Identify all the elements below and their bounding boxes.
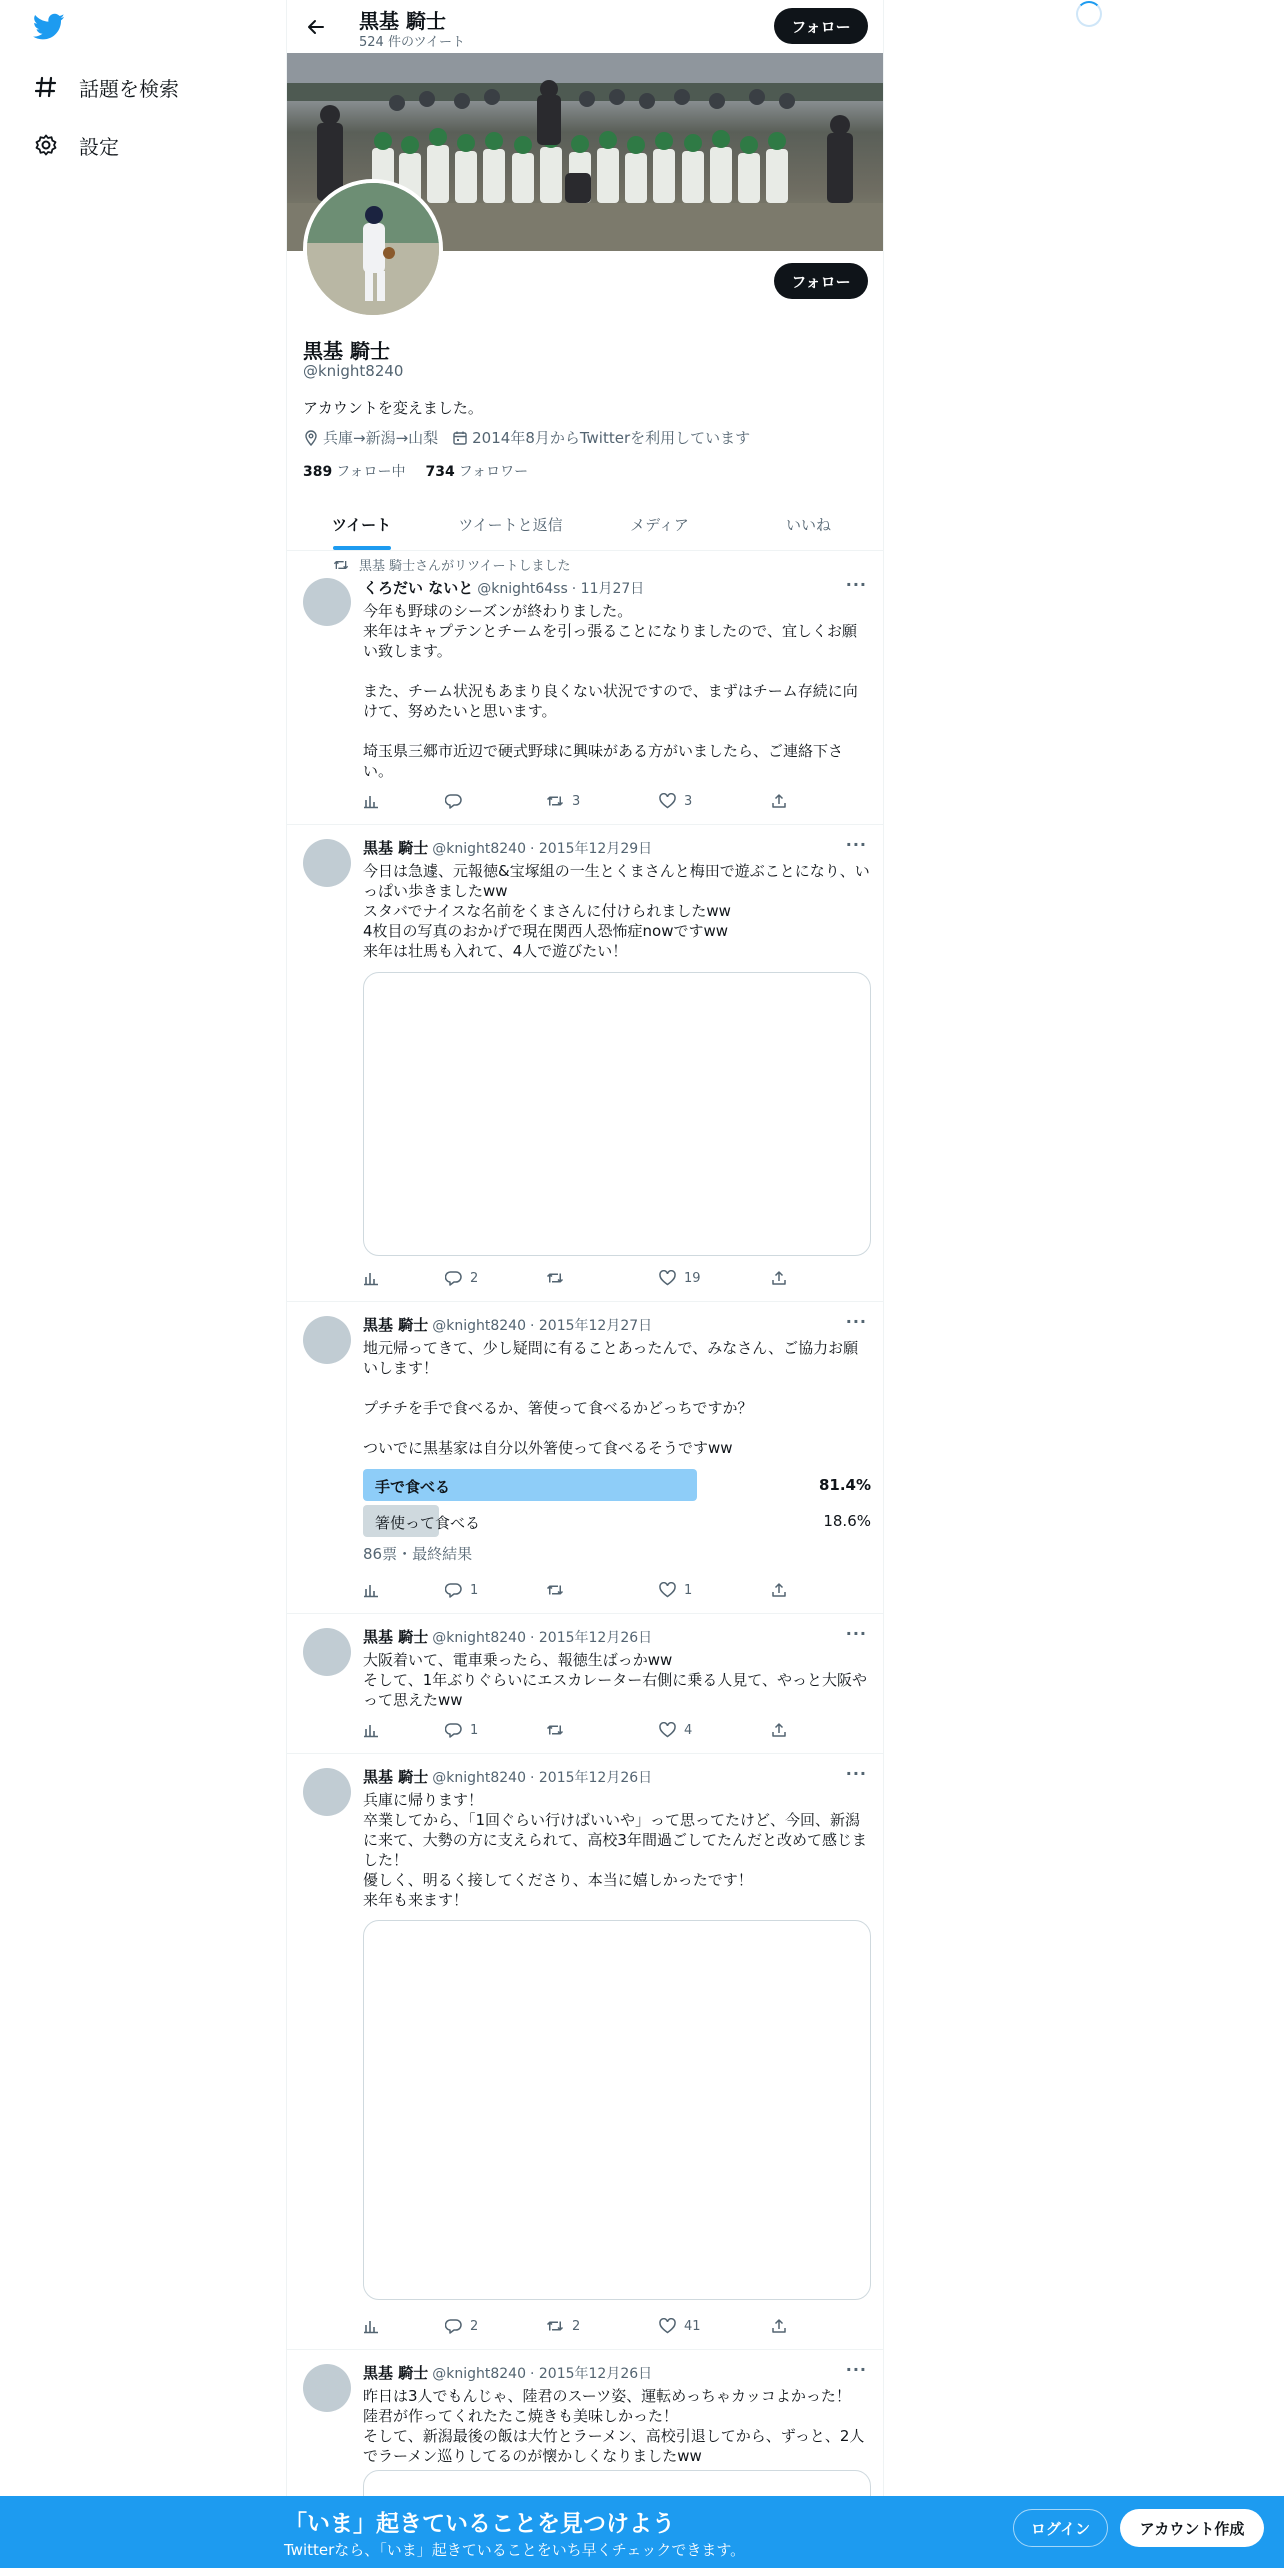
reply-icon <box>445 1270 462 1286</box>
analytics-button[interactable] <box>363 1582 379 1598</box>
share-icon <box>771 1722 787 1738</box>
share-button[interactable] <box>771 1582 787 1598</box>
tweet-text: 地元帰ってきて、少し疑問に有ることあったんで、みなさん、ご協力お願いします！ プチチを手で食べるか、箸使って食べるかどっちですか？ ついでに黒基家は自分以外箸使って食べるそうですww <box>363 1339 859 1457</box>
like-button[interactable] <box>659 1722 692 1738</box>
share-icon <box>771 793 787 809</box>
like-count: 19 <box>684 1270 701 1286</box>
tweet-author-name[interactable]: 黒基 騎士 <box>363 839 429 857</box>
tweet-date[interactable]: · 2015年12月26日 <box>529 1630 653 1646</box>
tweet-author-name[interactable]: くろだい ないと <box>363 579 474 597</box>
twitter-bird-icon[interactable] <box>33 13 67 43</box>
tweet-text: 大阪着いて、電車乗ったら、報徳生ばっかww そして、1年ぶりぐらいにエスカレーター右側に乗る人見て、やっと大阪やって思えたww <box>363 1651 867 1709</box>
poll-option-percent: 18.6% <box>823 1512 871 1530</box>
heart-icon <box>659 1582 676 1598</box>
retweet-icon <box>546 1270 564 1286</box>
login-button[interactable]: ログイン <box>1013 2509 1108 2547</box>
profile-follow-stats <box>303 461 528 481</box>
avatar[interactable] <box>303 1768 351 1816</box>
more-options-icon[interactable]: ··· <box>845 1312 867 1331</box>
analytics-button[interactable] <box>363 2318 379 2334</box>
sidebar-item-label: 設定 <box>79 134 119 159</box>
share-icon <box>771 2318 787 2334</box>
more-options-icon[interactable]: ··· <box>845 2360 867 2379</box>
analytics-button[interactable] <box>363 793 379 809</box>
reply-button[interactable] <box>445 1582 478 1598</box>
analytics-icon <box>363 1582 379 1598</box>
gear-icon <box>33 132 59 158</box>
tweet-text: 今日は急遽、元報徳&宝塚組の一生とくまさんと梅田で遊ぶことになり、いっぱい歩きましたww スタバでナイスな名前をくまさんに付けられましたww 4枚目の写真のおかげで現在関西人恐怖症nowですww 来年は壮馬も入れて、4人で遊びたい！ <box>363 862 870 960</box>
reply-count: 2 <box>470 2318 479 2334</box>
profile-avatar[interactable] <box>303 179 443 319</box>
tweet-header <box>363 2362 652 2383</box>
heart-icon <box>659 1722 676 1738</box>
tweet-date[interactable]: · 2015年12月26日 <box>529 2366 653 2382</box>
tweet-author-name[interactable]: 黒基 騎士 <box>363 2364 429 2382</box>
reply-button[interactable] <box>445 2318 478 2334</box>
more-options-icon[interactable]: ··· <box>845 1764 867 1783</box>
tweet-text: 兵庫に帰ります！ 卒業してから、「1回ぐらい行けばいいや」って思ってたけど、今回、新潟に来て、大勢の方に支えられて、高校3年間過ごしてたんだと改めて感じました！ 優しく、明るく接してくださり、本当に嬉しかったです！ 来年も来ます！ <box>363 1791 867 1909</box>
poll-option-label: 手で食べる <box>375 1478 451 1496</box>
reply-button[interactable] <box>445 1270 478 1286</box>
header-follow-button[interactable]: フォロー <box>774 8 868 44</box>
tweet-actions <box>363 1582 783 1602</box>
tweet-item[interactable] <box>287 1302 883 1614</box>
reply-count: 1 <box>470 1722 479 1738</box>
tab-tweets-and-replies[interactable]: ツイートと返信 <box>458 515 563 534</box>
location-pin-icon <box>303 430 319 446</box>
retweet-icon <box>546 2318 564 2334</box>
tweet-actions <box>363 793 783 813</box>
tweet-actions <box>363 1722 783 1742</box>
share-button[interactable] <box>771 2318 787 2334</box>
analytics-button[interactable] <box>363 1270 379 1286</box>
signup-banner-subtitle: Twitterなら、「いま」起きていることをいち早くチェックできます。 <box>284 2541 746 2559</box>
like-button[interactable] <box>659 2318 701 2334</box>
sidebar-item-explore[interactable] <box>33 67 179 107</box>
reply-icon <box>445 1722 462 1738</box>
profile-bio: アカウントを変えました。 <box>303 399 483 417</box>
following-count: 389 <box>303 464 333 480</box>
tweet-media[interactable] <box>363 1920 871 2300</box>
retweet-button[interactable] <box>546 1722 572 1738</box>
profile-joined <box>452 427 750 448</box>
analytics-icon <box>363 1722 379 1738</box>
reply-icon <box>445 793 462 809</box>
sidebar-item-label: 話題を検索 <box>79 76 179 101</box>
reply-icon <box>445 2318 462 2334</box>
poll-option <box>363 1469 871 1501</box>
following-link[interactable] <box>303 461 406 481</box>
profile-location <box>303 427 438 448</box>
tweet-date[interactable]: · 11月27日 <box>571 581 645 597</box>
signup-button[interactable]: アカウント作成 <box>1120 2509 1264 2547</box>
tweet-author-handle: @knight64ss <box>477 581 568 597</box>
tweet-media[interactable] <box>363 972 871 1256</box>
tweet-author-handle: @knight8240 <box>432 841 526 857</box>
retweet-button[interactable] <box>546 1582 572 1598</box>
like-button[interactable] <box>659 1270 701 1286</box>
share-button[interactable] <box>771 793 787 809</box>
avatar[interactable] <box>303 2364 351 2412</box>
like-count: 41 <box>684 2318 701 2334</box>
tweet-header <box>363 577 644 598</box>
heart-icon <box>659 2318 676 2334</box>
tweet-author-handle: @knight8240 <box>432 2366 526 2382</box>
tab-likes[interactable]: いいね <box>785 515 831 534</box>
profile-name: 黒基 騎士 <box>303 339 390 363</box>
retweet-button[interactable] <box>546 1270 572 1286</box>
tweet-author-name[interactable]: 黒基 騎士 <box>363 1768 429 1786</box>
profile-header-bar <box>287 0 883 53</box>
more-options-icon[interactable]: ··· <box>845 835 867 854</box>
profile-location-text: 兵庫→新潟→山梨 <box>323 429 439 447</box>
reply-button[interactable] <box>445 1722 478 1738</box>
avatar[interactable] <box>303 1628 351 1676</box>
tweet-author-name[interactable]: 黒基 騎士 <box>363 1316 429 1334</box>
header-name: 黒基 騎士 <box>359 9 446 33</box>
retweet-icon <box>546 1582 564 1598</box>
loading-spinner-icon <box>1076 1 1102 27</box>
tab-media[interactable]: メディア <box>630 515 689 534</box>
tweet-actions <box>363 2318 783 2338</box>
like-count: 4 <box>684 1722 693 1738</box>
tweet-author-handle: @knight8240 <box>432 1770 526 1786</box>
hashtag-icon <box>33 74 59 100</box>
tweet-date[interactable]: · 2015年12月27日 <box>529 1318 653 1334</box>
tweet-date[interactable]: · 2015年12月29日 <box>529 841 653 857</box>
profile-handle: @knight8240 <box>303 362 404 380</box>
profile-follow-button[interactable]: フォロー <box>774 263 868 299</box>
tweet-author-handle: @knight8240 <box>432 1630 526 1646</box>
heart-icon <box>659 1270 676 1286</box>
followers-link[interactable] <box>426 461 529 481</box>
sidebar-item-settings[interactable] <box>33 125 119 165</box>
tweet-item[interactable] <box>287 825 883 1302</box>
followers-label: フォロワー <box>458 464 529 480</box>
avatar[interactable] <box>303 578 351 626</box>
reply-button[interactable] <box>445 793 470 809</box>
tweet-header <box>363 1766 652 1787</box>
retweet-count: 2 <box>572 2318 581 2334</box>
signup-banner-title: 「いま」起きていることを見つけよう <box>284 2511 675 2537</box>
tweet-actions <box>363 1270 783 1290</box>
more-options-icon[interactable]: ··· <box>845 1624 867 1643</box>
tweet-author-handle: @knight8240 <box>432 1318 526 1334</box>
like-button[interactable] <box>659 793 692 809</box>
tweet-date[interactable]: · 2015年12月26日 <box>529 1770 653 1786</box>
back-arrow-icon[interactable] <box>301 12 331 42</box>
tweet-header <box>363 1314 652 1335</box>
like-button[interactable] <box>659 1582 692 1598</box>
calendar-icon <box>452 430 468 446</box>
reply-count: 2 <box>470 1270 479 1286</box>
tweet-author-name[interactable]: 黒基 騎士 <box>363 1628 429 1646</box>
analytics-icon <box>363 1270 379 1286</box>
poll-option-percent: 81.4% <box>818 1476 871 1494</box>
tweet-item[interactable] <box>287 1754 883 2350</box>
share-icon <box>771 1270 787 1286</box>
analytics-icon <box>363 793 379 809</box>
profile-tabs <box>287 498 883 551</box>
retweet-button[interactable] <box>546 793 580 809</box>
profile-joined-text: 2014年8月からTwitterを利用しています <box>472 429 751 447</box>
following-label: フォロー中 <box>336 464 406 480</box>
poll-option-label: 箸使って食べる <box>375 1514 481 1532</box>
followers-count: 734 <box>425 464 455 480</box>
reply-icon <box>445 1582 462 1598</box>
tweet-poll <box>363 1469 871 1564</box>
avatar[interactable] <box>303 1316 351 1364</box>
tweet-text: 昨日は3人でもんじゃ、陸君のスーツ姿、運転めっちゃカッコよかった！ 陸君が作ってくれたたこ焼きも美味しかった！ そして、新潟最後の飯は大竹とラーメン、高校引退してから、ずっと、2人でラーメン巡りしてるのが懐かしくなりましたww <box>363 2387 865 2465</box>
tweet-text: 今年も野球のシーズンが終わりました。 来年はキャプテンとチームを引っ張ることになりましたので、宜しくお願い致します。 また、チーム状況もあまり良くない状況ですので、まずはチーム存続に向けて、努めたいと思います。 埼玉県三郷市近辺で硬式野球に興味がある方がいましたら、ご連絡下さい。 <box>363 602 858 780</box>
analytics-button[interactable] <box>363 1722 379 1738</box>
retweet-icon <box>546 1722 564 1738</box>
header-tweet-count: 524 件のツイート <box>359 35 466 50</box>
share-icon <box>771 1582 787 1598</box>
main-column <box>286 0 884 2568</box>
profile-meta <box>303 427 764 448</box>
retweet-count: 3 <box>572 793 581 809</box>
retweet-note: 黒基 騎士さんがリツイートしました <box>359 559 571 574</box>
avatar[interactable] <box>303 839 351 887</box>
tweet-item[interactable] <box>287 1614 883 1754</box>
retweet-indicator <box>333 555 570 574</box>
retweet-icon <box>546 793 564 809</box>
share-button[interactable] <box>771 1722 787 1738</box>
share-button[interactable] <box>771 1270 787 1286</box>
tweet-header <box>363 837 652 858</box>
reply-count: 1 <box>470 1582 479 1598</box>
tab-tweets[interactable]: ツイート <box>287 498 436 550</box>
heart-icon <box>659 793 676 809</box>
poll-footer: 86票・最終結果 <box>363 1545 473 1563</box>
retweet-icon <box>333 558 349 572</box>
like-count: 1 <box>684 1582 693 1598</box>
tweet-header <box>363 1626 652 1647</box>
analytics-icon <box>363 2318 379 2334</box>
poll-option <box>363 1505 871 1537</box>
more-options-icon[interactable]: ··· <box>845 575 867 594</box>
signup-banner <box>0 2496 1284 2568</box>
like-count: 3 <box>684 793 693 809</box>
tweet-item[interactable] <box>287 551 883 825</box>
retweet-button[interactable] <box>546 2318 580 2334</box>
